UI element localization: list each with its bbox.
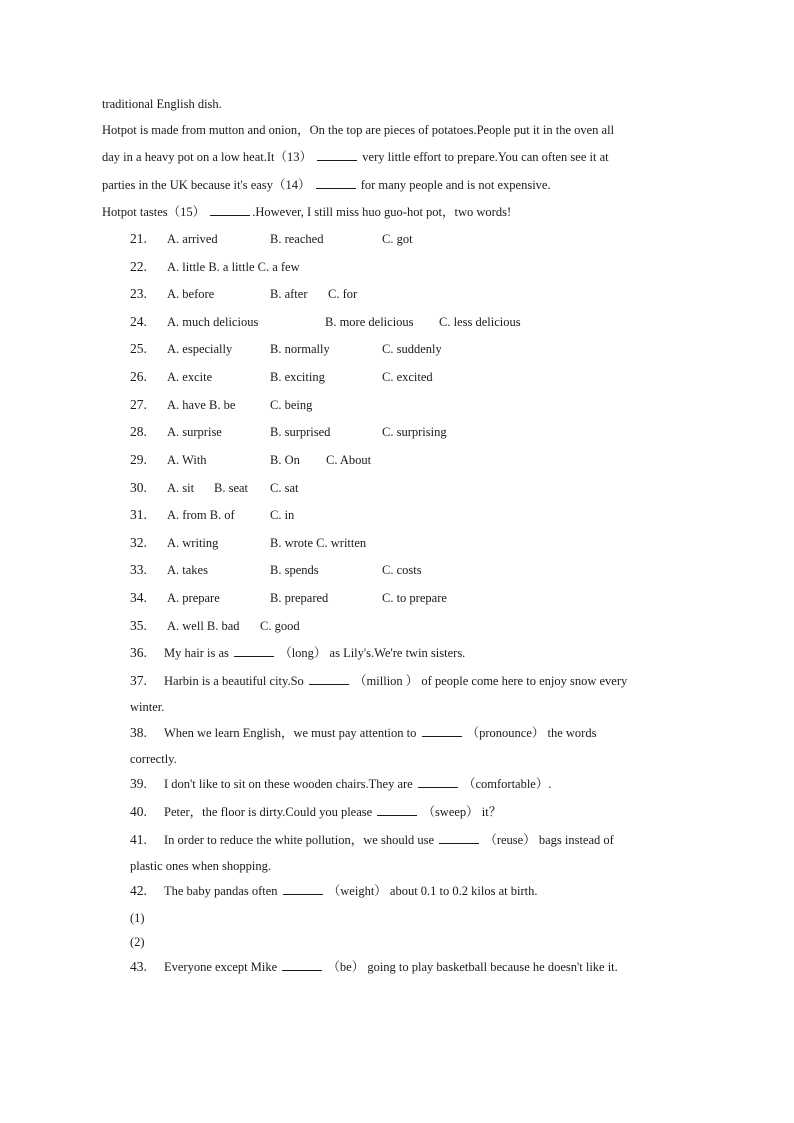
sub-label: (1) (130, 911, 145, 925)
question-text: I don't like to sit on these wooden chairs.They are (164, 777, 413, 791)
question-35 (130, 618, 300, 634)
sub-label: (2) (130, 935, 145, 949)
option-a[interactable]: A. takes (167, 563, 208, 577)
question-number: 31. (130, 507, 147, 522)
question-number: 24. (130, 314, 147, 329)
question-34 (130, 590, 447, 606)
question-41 (130, 832, 614, 848)
question-number: 35. (130, 618, 147, 633)
question-37-continued (130, 699, 164, 715)
option-c[interactable]: C. good (260, 619, 300, 633)
option-c[interactable]: C. excited (382, 370, 433, 384)
answer-blank[interactable] (422, 725, 462, 737)
question-number: 32. (130, 535, 147, 550)
question-text: Harbin is a beautiful city.So (164, 674, 304, 688)
option-a[interactable]: A. writing (167, 536, 219, 550)
option-c[interactable]: C. suddenly (382, 342, 442, 356)
question-number: 30. (130, 480, 147, 495)
question-41-continued (130, 858, 271, 874)
question-43 (130, 959, 618, 975)
question-text: （million ） of people come here to enjoy snow every (354, 674, 628, 688)
answer-blank[interactable] (234, 645, 274, 657)
question-text: correctly. (130, 752, 177, 766)
option-a[interactable]: A. arrived (167, 232, 218, 246)
options-ab[interactable]: A. from B. of (167, 508, 235, 522)
question-text: Peter，the floor is dirty.Could you please (164, 805, 373, 819)
option-a[interactable]: A. much delicious (167, 315, 259, 329)
passage-text: parties in the UK because it's easy（14） (102, 178, 311, 192)
question-text: （long） as Lily's.We're twin sisters. (279, 646, 466, 660)
question-text: （pronounce） the words (466, 726, 597, 740)
option-b[interactable]: B. more delicious (325, 315, 414, 329)
option-b[interactable]: B. surprised (270, 425, 331, 439)
option-c[interactable]: C. About (326, 453, 372, 467)
passage-text: .However, I still miss huo guo-hot pot，two words! (252, 205, 512, 219)
question-27 (130, 397, 313, 413)
option-a[interactable]: A. prepare (167, 591, 220, 605)
passage-text: day in a heavy pot on a low heat.It（13） (102, 150, 313, 164)
option-a[interactable]: A. surprise (167, 425, 222, 439)
passage-text: Hotpot is made from mutton and onion，On the top are pieces of potatoes.People put it in the oven all (102, 123, 615, 137)
question-39 (130, 776, 551, 792)
question-24 (130, 314, 521, 330)
options-ab[interactable]: A. well B. bad (167, 619, 240, 633)
question-38 (130, 725, 596, 741)
question-number: 42. (130, 883, 147, 898)
question-number: 28. (130, 424, 147, 439)
question-number: 39. (130, 776, 147, 791)
question-31 (130, 507, 295, 523)
question-36 (130, 645, 465, 661)
option-a[interactable]: A. before (167, 287, 215, 301)
question-number: 22. (130, 259, 147, 274)
option-b[interactable]: B. exciting (270, 370, 325, 384)
passage-line-2 (102, 122, 614, 138)
answer-blank[interactable] (282, 959, 322, 971)
passage-line-3 (102, 149, 609, 165)
option-b[interactable]: B. reached (270, 232, 324, 246)
question-number: 34. (130, 590, 147, 605)
question-text: （sweep） it？ (422, 805, 502, 819)
option-b[interactable]: B. normally (270, 342, 330, 356)
question-22 (130, 259, 300, 275)
question-text: （reuse） bags instead of (484, 833, 614, 847)
option-b[interactable]: B. prepared (270, 591, 329, 605)
question-number: 33. (130, 562, 147, 577)
question-text: In order to reduce the white pollution，we should use (164, 833, 435, 847)
question-29 (130, 452, 372, 468)
question-number: 29. (130, 452, 147, 467)
question-number: 41. (130, 832, 147, 847)
question-number: 40. (130, 804, 147, 819)
option-c[interactable]: C. in (270, 508, 295, 522)
option-c[interactable]: C. sat (270, 481, 299, 495)
question-text: （comfortable）. (462, 777, 552, 791)
question-text: The baby pandas often (164, 884, 278, 898)
option-c[interactable]: C. got (382, 232, 413, 246)
passage-text: traditional English dish. (102, 97, 222, 111)
question-40 (130, 804, 501, 820)
option-b[interactable]: B. On (270, 453, 300, 467)
question-number: 36. (130, 645, 147, 660)
question-text: （weight） about 0.1 to 0.2 kilos at birth. (327, 884, 538, 898)
question-text: （be） going to play basketball because he doesn't like it. (327, 960, 618, 974)
option-b[interactable]: B. after (270, 287, 308, 301)
passage-line-4 (102, 177, 551, 193)
option-c[interactable]: C. to prepare (382, 591, 447, 605)
question-33 (130, 562, 422, 578)
question-text: My hair is as (164, 646, 229, 660)
question-42 (130, 883, 537, 899)
question-text: winter. (130, 700, 165, 714)
option-a[interactable]: A. With (167, 453, 207, 467)
question-32 (130, 535, 367, 551)
answer-blank[interactable] (377, 804, 417, 816)
passage-line-1 (102, 96, 222, 112)
answer-blank[interactable] (418, 776, 458, 788)
question-number: 26. (130, 369, 147, 384)
option-a[interactable]: A. excite (167, 370, 213, 384)
question-number: 23. (130, 286, 147, 301)
answer-blank[interactable] (283, 883, 323, 895)
answer-line-2[interactable] (130, 934, 145, 950)
options-ab[interactable]: A. have B. be (167, 398, 236, 412)
question-number: 27. (130, 397, 147, 412)
option-a[interactable]: A. especially (167, 342, 233, 356)
options-line[interactable]: A. little B. a little C. a few (167, 260, 300, 274)
blank-14[interactable] (316, 177, 356, 189)
options-bc[interactable]: B. wrote C. written (270, 536, 367, 550)
question-text: When we learn English，we must pay attention to (164, 726, 417, 740)
question-number: 43. (130, 959, 147, 974)
question-number: 21. (130, 231, 147, 246)
question-30 (130, 480, 299, 496)
question-23 (130, 286, 358, 302)
question-number: 37. (130, 673, 147, 688)
question-number: 38. (130, 725, 147, 740)
question-number: 25. (130, 341, 147, 356)
option-c[interactable]: C. being (270, 398, 313, 412)
answer-blank[interactable] (439, 832, 479, 844)
option-a[interactable]: A. sit (167, 481, 195, 495)
passage-text: for many people and is not expensive. (360, 178, 551, 192)
option-b[interactable]: B. seat (214, 481, 249, 495)
option-c[interactable]: C. costs (382, 563, 422, 577)
option-b[interactable]: B. spends (270, 563, 319, 577)
blank-13[interactable] (317, 149, 357, 161)
passage-text: Hotpot tastes（15） (102, 205, 206, 219)
answer-line-1[interactable] (130, 910, 145, 926)
question-26 (130, 369, 433, 385)
option-c[interactable]: C. less delicious (439, 315, 521, 329)
question-37 (130, 673, 627, 689)
question-text: plastic ones when shopping. (130, 859, 271, 873)
question-28 (130, 424, 447, 440)
passage-line-5 (102, 204, 511, 220)
option-c[interactable]: C. surprising (382, 425, 447, 439)
option-c[interactable]: C. for (328, 287, 358, 301)
question-25 (130, 341, 442, 357)
passage-text: very little effort to prepare.You can often see it at (362, 150, 609, 164)
question-text: Everyone except Mike (164, 960, 278, 974)
blank-15[interactable] (210, 204, 250, 216)
answer-blank[interactable] (309, 673, 349, 685)
question-38-continued (130, 751, 177, 767)
question-21 (130, 231, 413, 247)
